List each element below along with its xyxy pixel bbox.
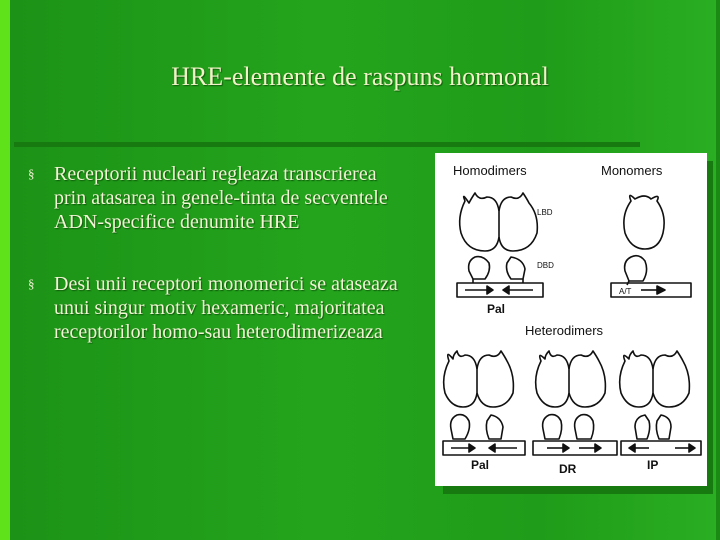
label-pal-top: Pal bbox=[487, 302, 506, 316]
dna-strip-dr bbox=[533, 441, 617, 455]
heterodimer-ip bbox=[620, 351, 690, 439]
title-divider bbox=[14, 142, 640, 147]
heading-homodimers: Homodimers bbox=[453, 163, 527, 178]
monomer-receptor bbox=[624, 195, 664, 285]
label-at: A/T bbox=[619, 287, 632, 296]
bullet-list bbox=[28, 162, 408, 382]
label-dr: DR bbox=[559, 462, 577, 476]
heading-monomers: Monomers bbox=[601, 163, 663, 178]
homodimer-receptor bbox=[460, 193, 538, 283]
heterodimer-pal bbox=[444, 351, 514, 439]
diagram-svg bbox=[435, 153, 707, 486]
slide-title: HRE-elemente de raspuns hormonal bbox=[171, 62, 549, 91]
label-dbd: DBD bbox=[537, 261, 554, 270]
heading-heterodimers: Heterodimers bbox=[525, 323, 604, 338]
bullet-item bbox=[28, 272, 408, 344]
bullet-item bbox=[28, 162, 408, 234]
receptor-binding-diagram bbox=[435, 153, 707, 486]
bullet-text: Desi unii receptori monomerici se ataseaza unui singur motiv hexameric, majoritatea receptorilor homo-sau heterodimerizeaza bbox=[54, 273, 398, 343]
bullet-text: Receptorii nucleari regleaza transcrierea prin atasarea in genele-tinta de secventele ADN-specifice denumite HRE bbox=[54, 163, 388, 233]
section-sign-icon: § bbox=[28, 166, 35, 181]
section-sign-icon: § bbox=[28, 276, 35, 291]
heterodimer-dr bbox=[536, 351, 606, 439]
label-ip: IP bbox=[647, 458, 659, 472]
label-pal: Pal bbox=[471, 458, 490, 472]
label-lbd: LBD bbox=[537, 208, 553, 217]
